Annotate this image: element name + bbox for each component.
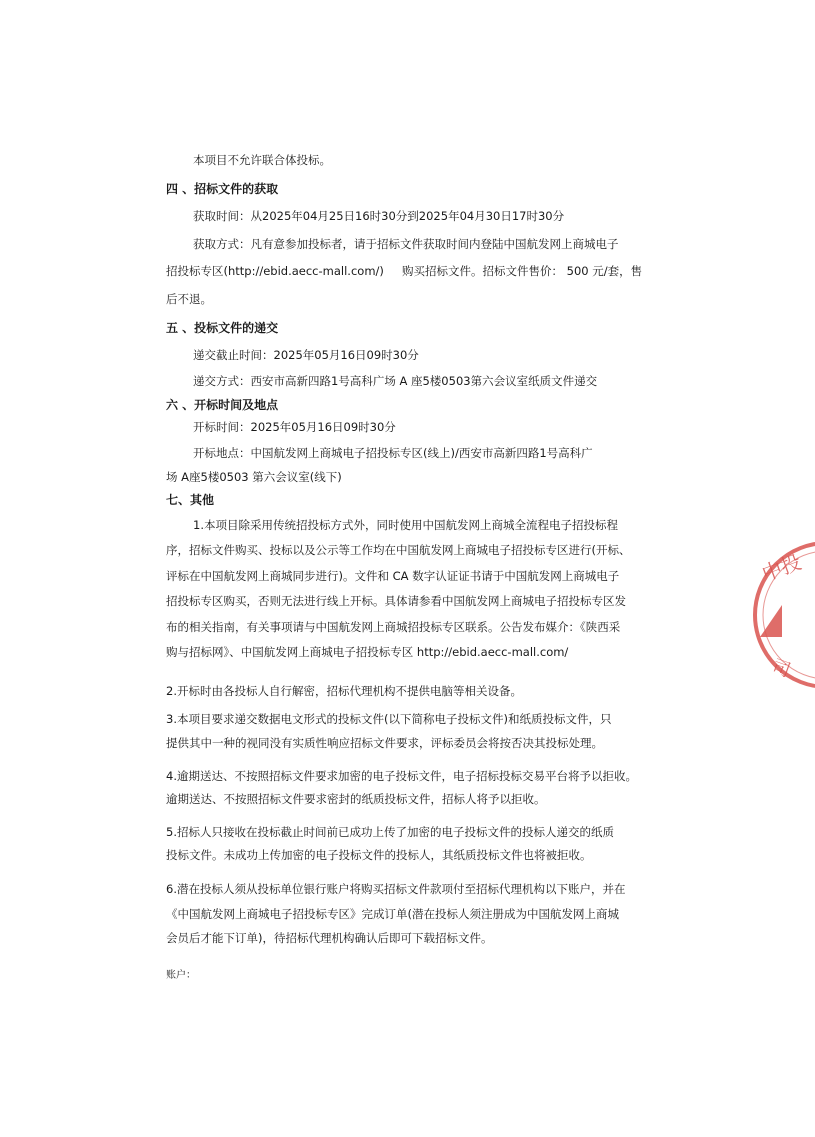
other-item-1-line: 购与招标网》、中国航发网上商城电子招投标专区 http://ebid.aecc-mall.com/: [166, 645, 569, 659]
other-item-4: 4.逾期送达、不按照招标文件要求加密的电子投标文件，电子招标投标交易平台将予以拒收。: [166, 769, 637, 783]
account-label: 账户：: [166, 970, 196, 981]
other-item-3: 3.本项目要求递交数据电文形式的投标文件(以下简称电子投标文件)和纸质投标文件，只: [166, 712, 612, 726]
other-item-1-line: 布的相关指南，有关事项请与中国航发网上商城招投标专区联系。公告发布媒介：《陕西采: [166, 620, 621, 634]
submission-method: 递交方式：西安市高新四路1号高科广场 A 座5楼0503第六会议室纸质文件递交: [193, 374, 598, 388]
other-item-1: 1.本项目除采用传统招投标方式外，同时使用中国航发网上商城全流程电子招投标程: [193, 518, 618, 532]
section-heading-6: 六 、开标时间及地点: [166, 398, 279, 412]
other-item-3-line: 提供其中一种的视同没有实质性响应招标文件要求，评标委员会将按否决其投标处理。: [166, 736, 603, 750]
other-item-1-line: 招投标专区购买，否则无法进行线上开标。具体请参看中国航发网上商城电子招投标专区发: [166, 594, 626, 608]
svg-text:中投: 中投: [758, 549, 805, 586]
acquisition-time: 获取时间：从2025年04月25日16时30分到2025年04月30日17时30分: [193, 209, 565, 223]
section-heading-4: 四 、招标文件的获取: [166, 182, 279, 196]
section-heading-5: 五 、投标文件的递交: [166, 321, 279, 335]
opening-location-cont: 场 A座5楼0503 第六会议室(线下): [166, 470, 342, 484]
section-heading-7: 七、其他: [166, 493, 215, 507]
other-item-1-line: 评标在中国航发网上商城同步进行)。文件和 CA 数字认证证书请于中国航发网上商城电子: [166, 569, 620, 583]
other-item-6-line: 会员后才能下订单)，待招标代理机构确认后即可下载招标文件。: [166, 931, 493, 945]
opening-time: 开标时间：2025年05月16日09时30分: [193, 420, 396, 434]
company-seal-icon: [752, 535, 815, 695]
other-item-2: 2.开标时由各投标人自行解密，招标代理机构不提供电脑等相关设备。: [166, 684, 522, 698]
other-item-5-line: 投标文件。未成功上传加密的电子投标文件的投标人，其纸质投标文件也将被拒收。: [166, 848, 592, 862]
svg-text:司: 司: [769, 655, 794, 682]
acquisition-method: 获取方式：凡有意参加投标者，请于招标文件获取时间内登陆中国航发网上商城电子: [193, 237, 619, 251]
opening-location: 开标地点：中国航发网上商城电子招投标专区(线上)/西安市高新四路1号高科广: [193, 446, 593, 460]
other-item-6: 6.潜在投标人须从投标单位银行账户将购买招标文件款项付至招标代理机构以下账户，并在: [166, 882, 626, 896]
other-item-1-line: 序，招标文件购买、投标以及公示等工作均在中国航发网上商城电子招投标专区进行(开标、: [166, 543, 631, 557]
other-item-4-line: 逾期送达、不按照招标文件要求密封的纸质投标文件，招标人将予以拒收。: [166, 792, 546, 806]
other-item-6-line: 《中国航发网上商城电子招投标专区》完成订单(潜在投标人须注册成为中国航发网上商城: [166, 907, 619, 921]
submission-deadline: 递交截止时间：2025年05月16日09时30分: [193, 348, 419, 362]
document-price: 购买招标文件。招标文件售价： 500 元/套，售: [402, 264, 643, 278]
other-item-5: 5.招标人只接收在投标截止时间前已成功上传了加密的电子投标文件的投标人递交的纸质: [166, 825, 614, 839]
acquisition-url: 招投标专区(http://ebid.aecc-mall.com/): [166, 264, 384, 278]
no-refund: 后不退。: [166, 292, 212, 306]
no-consortium-note: 本项目不允许联合体投标。: [193, 153, 331, 167]
